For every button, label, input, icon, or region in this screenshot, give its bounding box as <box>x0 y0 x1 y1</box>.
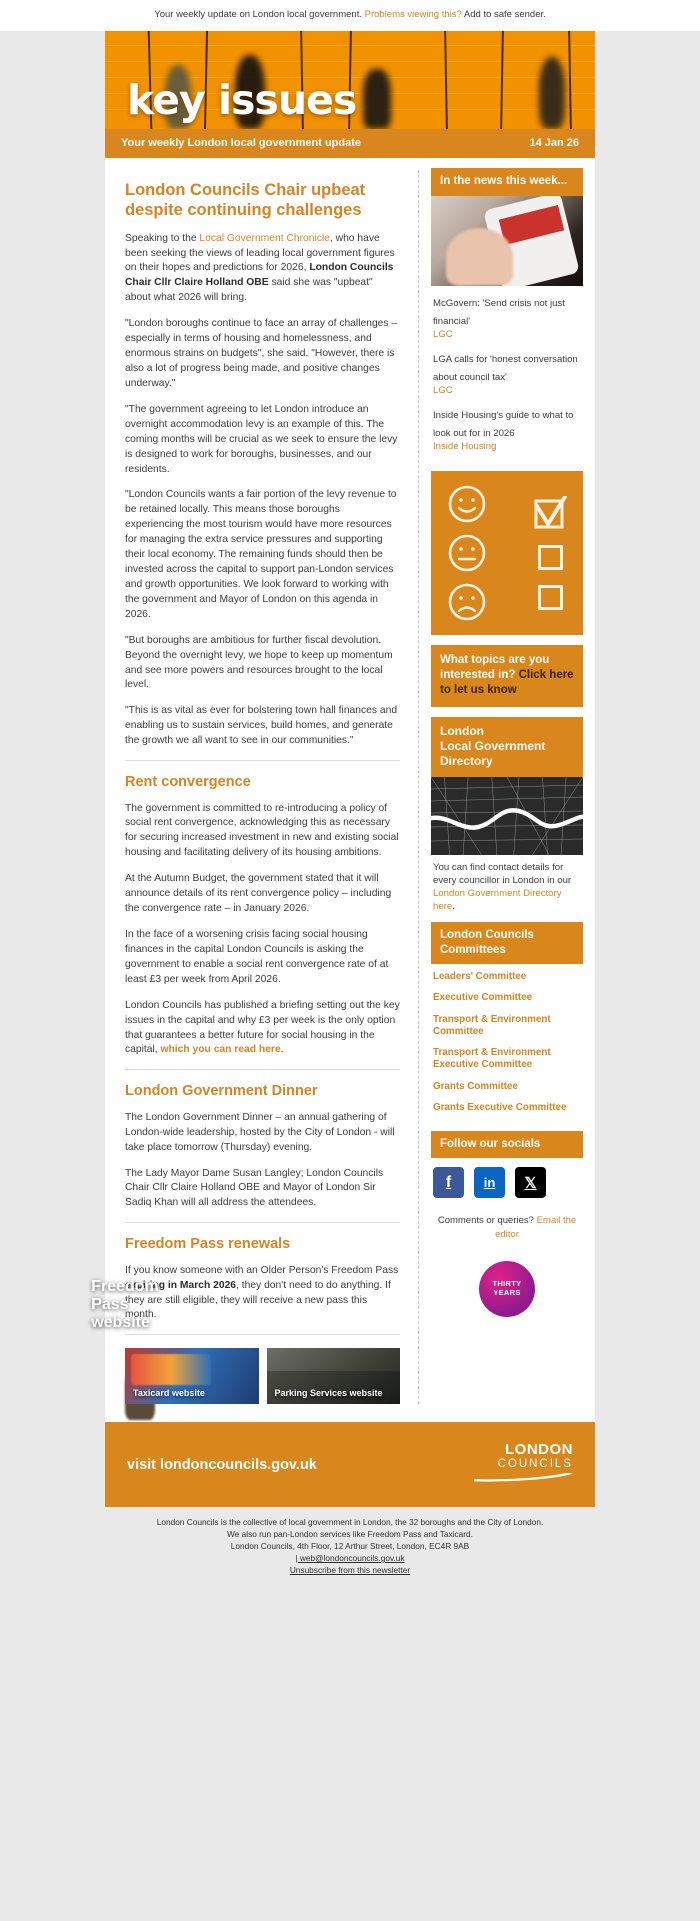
section-divider-3 <box>125 1222 400 1223</box>
dinner-paragraph-2: The Lady Mayor Dame Susan Langley; London Councils Chair Cllr Claire Holland OBE and Mayor of London Sir Sadiq Khan will all address the attendees. <box>125 1167 384 1209</box>
freedom-expiry: expiring in March 2026 <box>125 1279 237 1291</box>
masthead-date: 14 Jan 26 <box>529 137 579 150</box>
directory-heading <box>431 717 583 777</box>
committee-link-executive[interactable]: Executive Committee <box>433 992 533 1004</box>
thirty-years-line2: YEARS <box>493 1288 521 1298</box>
facebook-glyph: f <box>445 1173 452 1191</box>
freedom-pass-title: Freedom Pass renewals <box>125 1236 291 1253</box>
article-paragraph-1 <box>125 232 400 307</box>
directory-card <box>431 717 583 923</box>
survey-checkboxes <box>533 496 567 610</box>
legal-footer <box>0 1507 700 1576</box>
rent-paragraph-3: In the face of a worsening crisis facing social housing finances in the capital London Councils is asking the government to enable a social rent convergence rate of at least £3 per week from April 2026. <box>125 929 389 985</box>
smiley-happy-icon <box>447 484 487 524</box>
news-item-title: McGovern: 'Send crisis not just financial' <box>433 297 565 327</box>
rent-p4-text-a: London Councils has published a briefing setting out the key issues in the capital and why £3 per week is the only option that guarantees a better future for social housing in the capital, <box>125 999 400 1056</box>
linkedin-glyph: in <box>483 1175 496 1191</box>
section-divider-2 <box>125 1069 400 1070</box>
preheader-text-after: Add to safe sender. <box>461 9 546 20</box>
article-title: London Councils Chair upbeat despite continuing challenges <box>125 181 366 220</box>
lgc-link[interactable]: Local Government Chronicle <box>199 232 330 244</box>
comments-line <box>431 1206 583 1255</box>
directory-link[interactable]: London Government Directory here <box>433 888 562 913</box>
directory-heading-line2: Local Government <box>440 738 546 753</box>
x-twitter-icon[interactable] <box>515 1167 546 1198</box>
article-paragraph-6: "This is as vital as ever for bolstering town hall finances and enabling us to sustain services, build homes, and generate the growth we all want to see in our communities." <box>125 705 398 747</box>
preheader-text-before: Your weekly update on London local government. <box>154 9 365 20</box>
directory-heading-line3: Directory <box>440 753 493 768</box>
masthead-subbar <box>105 129 595 158</box>
section-divider-1 <box>125 760 400 761</box>
legal-line-1: London Councils is the collective of local government in London, the 32 boroughs and the City of London. <box>156 1517 544 1527</box>
taxicard-promo-caption: Taxicard website <box>133 1388 205 1399</box>
news-list <box>431 286 583 471</box>
problems-viewing-link[interactable]: Problems viewing this? <box>364 9 462 20</box>
topics-cta-text: What topics are you interested in? <box>440 653 550 681</box>
thirty-years-line1: THIRTY <box>492 1279 522 1289</box>
news-heading: In the news this week... <box>431 168 583 195</box>
content-columns <box>105 158 595 1404</box>
london-councils-logo <box>474 1442 573 1487</box>
p1-text-c: said she was "upbeat" about what 2026 will bring. <box>125 277 373 304</box>
committees-heading <box>431 922 583 964</box>
committee-link-grants[interactable]: Grants Committee <box>433 1080 518 1092</box>
directory-description <box>431 855 583 923</box>
article-paragraph-5: "But boroughs are ambitious for further fiscal devolution. Beyond the overnight levy, we hope to keep up momentum and see more powers and resources brought to the local level. <box>125 634 393 691</box>
p1-text-a: Speaking to the <box>125 232 200 244</box>
survey-banner[interactable] <box>431 471 583 635</box>
preheader <box>0 0 700 31</box>
legal-line-3: London Councils, 4th Floor, 12 Arthur Street, London, EC4R 9AB <box>230 1541 470 1552</box>
parking-promo[interactable] <box>267 1348 401 1404</box>
email-editor-link[interactable]: Email the editor <box>495 1215 577 1240</box>
smiley-neutral-icon <box>447 533 487 573</box>
freedom-paragraph-1 <box>125 1264 400 1324</box>
checkbox-empty-icon <box>538 545 563 570</box>
contact-email-link[interactable]: | web@londoncouncils.gov.uk <box>295 1553 405 1564</box>
masthead-title: key issues <box>127 76 357 125</box>
news-item-title: LGA calls for 'honest conversation about council tax' <box>433 353 578 383</box>
smiley-sad-icon <box>447 582 487 622</box>
masthead-banner <box>105 31 595 129</box>
thirty-years-badge <box>479 1261 535 1317</box>
rent-p4-text-b: . <box>280 1044 284 1056</box>
article-paragraph-4: "London Councils wants a fair portion of the levy revenue to be retained locally. This means those boroughs experiencing the most tourism would have more resources for managing the extra service pressures and supporting their local economy. The remaining funds should then be invested across the capital to support pan-London services and growth opportunities. We look forward to working with the government and Mayor of London on this agenda in 2026. <box>125 489 397 620</box>
article-paragraph-2: "London boroughs continue to face an array of challenges – especially in terms of housing and homelessness, and enormous strains on budgets", she said. "However, there is also a lot of progress being made, and positive changes underway." <box>125 318 398 389</box>
committee-link-transport-environment[interactable]: Transport & Environment Committee <box>433 1013 551 1037</box>
dinner-title: London Government Dinner <box>125 1083 318 1100</box>
sidebar-column <box>419 158 595 1335</box>
directory-text-b: . <box>452 901 455 913</box>
news-phone-photo <box>431 196 583 286</box>
news-item-source: LGC <box>433 384 453 396</box>
p1-text-b: , who have been seeking the views of leading local government figures on their hopes and predictions for 2026, <box>125 232 395 274</box>
legal-line-2: We also run pan-London services like Freedom Pass and Taxicard. <box>227 1529 473 1540</box>
email-shell <box>105 31 595 1507</box>
london-map-image <box>431 777 583 855</box>
checkbox-checked-icon <box>533 496 567 530</box>
parking-promo-caption: Parking Services website <box>274 1388 383 1399</box>
topics-cta[interactable] <box>431 645 583 707</box>
news-item-source: Inside Housing <box>433 440 497 452</box>
committees-list <box>431 964 583 1131</box>
briefing-read-link[interactable]: which you can read here <box>160 1044 281 1056</box>
committees-heading-line1: London Councils <box>440 929 534 942</box>
footer-bar <box>105 1422 595 1507</box>
freedom-text-b: , they don't need to do anything. If they are still eligible, they will receive a new pass this month. <box>125 1279 391 1321</box>
topics-cta-click: Click here to let us know <box>440 668 574 696</box>
unsubscribe-link[interactable]: Unsubscribe from this newsletter <box>289 1565 411 1576</box>
news-item-source: LGC <box>433 328 453 340</box>
logo-line1: LONDON <box>505 1441 573 1459</box>
committee-link-grants-executive[interactable]: Grants Executive Committee <box>433 1101 567 1113</box>
committees-heading-line2: Committees <box>440 943 506 956</box>
logo-line2: COUNCILS <box>497 1458 573 1471</box>
committee-link-transport-environment-executive[interactable]: Transport & Environment Executive Committee <box>433 1047 551 1071</box>
socials-heading: Follow our socials <box>431 1131 583 1158</box>
freedom-text-a: If you know someone with an Older Person's Freedom Pass <box>125 1264 399 1276</box>
rent-convergence-title: Rent convergence <box>125 774 251 791</box>
rent-paragraph-2: At the Autumn Budget, the government stated that it will announce details of its rent convergence policy – including the convergence rate – in January 2026. <box>125 873 392 915</box>
news-item[interactable] <box>433 349 581 396</box>
masthead-subtitle: Your weekly London local government update <box>121 137 361 150</box>
main-column <box>105 158 418 1404</box>
rent-paragraph-1: The government is committed to re-introducing a policy of social rent convergence, acknowledging this as necessary for securing increased investment in new and existing social housing and facilitating delivery of its housing ambitions. <box>125 802 399 859</box>
comments-text: Comments or queries? <box>437 1215 537 1227</box>
news-item[interactable] <box>433 405 581 452</box>
news-item[interactable] <box>433 293 581 340</box>
section-divider-4 <box>125 1334 400 1335</box>
taxicard-promo[interactable] <box>125 1348 259 1404</box>
p1-chair-name: London Councils Chair Cllr Claire Holland OBE <box>125 262 394 289</box>
checkbox-empty-icon <box>538 585 563 610</box>
survey-faces <box>447 484 487 622</box>
linkedin-icon[interactable] <box>474 1167 505 1198</box>
directory-text-a: You can find contact details for every councillor in London in our <box>433 861 572 886</box>
dinner-paragraph-1: The London Government Dinner – an annual gathering of London-wide leadership, hosted by the City of London - will take place tomorrow (Thursday) evening. <box>125 1111 395 1153</box>
socials-row <box>431 1158 583 1206</box>
news-item-title: Inside Housing's guide to what to look out for in 2026 <box>433 409 574 439</box>
visit-website-link[interactable]: visit londoncouncils.gov.uk <box>127 1456 317 1473</box>
x-glyph: 𝕏 <box>524 1174 537 1192</box>
committee-link-leaders[interactable]: Leaders' Committee <box>433 971 527 983</box>
promo-row <box>125 1348 400 1404</box>
facebook-icon[interactable] <box>433 1167 464 1198</box>
rent-paragraph-4 <box>125 999 400 1059</box>
article-paragraph-3: "The government agreeing to let London introduce an overnight accommodation levy is an example of this. The coming months will be crucial as we seek to ensure the levy is designed to work for boroughs, businesses, and our residents. <box>125 403 398 475</box>
directory-heading-line1: London <box>440 723 484 738</box>
logo-swoosh-icon <box>474 1473 573 1482</box>
